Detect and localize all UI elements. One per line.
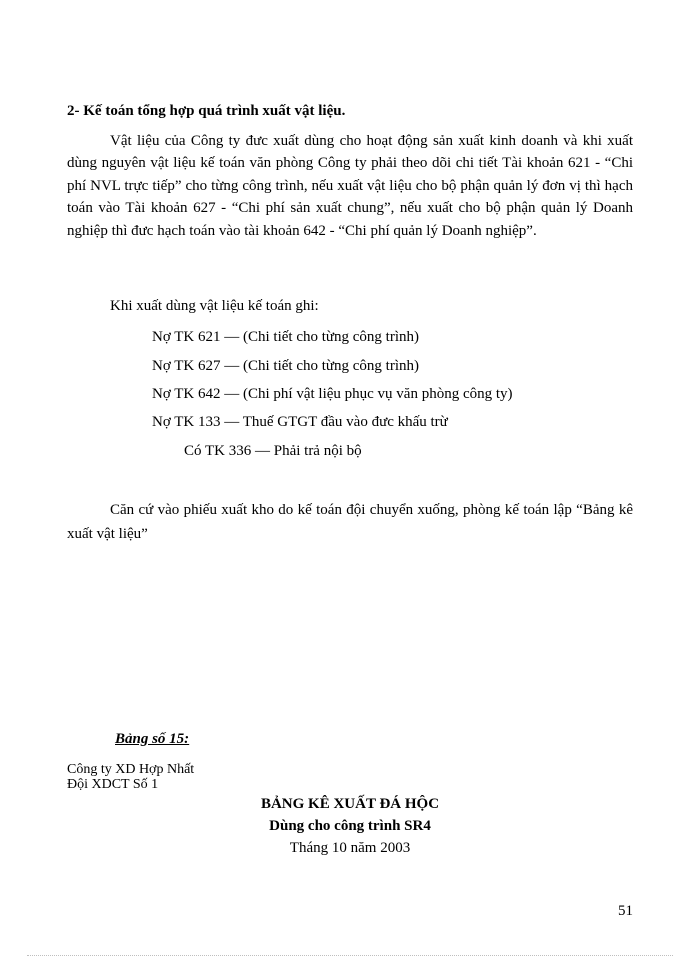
document-title: BẢNG KÊ XUẤT ĐÁ HỘC	[260, 796, 440, 812]
company-name: Công ty XD Hợp Nhất	[67, 762, 195, 777]
journal-entry-credit-336: Có TK 336 — Phải trả nội bộ	[184, 443, 362, 459]
journal-entry-debit-642: Nợ TK 642 — (Chi phí vật liệu phục vụ văn phòng công ty)	[152, 386, 513, 402]
footer-divider	[27, 955, 673, 956]
document-subtitle: Dùng cho công trình SR4	[269, 818, 431, 834]
journal-entry-debit-621: Nợ TK 621 — (Chi tiết cho từng công trình)	[152, 329, 420, 345]
section-heading: 2- Kế toán tổng hợp quá trình xuất vật liệu.	[67, 103, 346, 119]
body-paragraph-2: Căn cứ vào phiếu xuất kho do kế toán đội chuyển xuống, phòng kế toán lập “Bảng kê xuất vật liệu”	[67, 502, 633, 542]
table-label: Bảng số 15:	[115, 731, 190, 747]
company-block	[67, 762, 194, 792]
journal-entry-debit-133: Nợ TK 133 — Thuế GTGT đầu vào đưc khấu trừ	[152, 414, 448, 430]
journal-entry-debit-627: Nợ TK 627 — (Chi tiết cho từng công trình)	[152, 358, 420, 374]
page-number: 51	[618, 903, 633, 919]
body-paragraph-1: Vật liệu của Công ty đưc xuất dùng cho hoạt động sản xuất kinh doanh và khi xuất dùng nguyên vật liệu kế toán văn phòng Công ty phải theo dõi chi tiết Tài khoản 621 - “Chi phí NVL trực tiếp” cho từng công trình, nếu xuất vật liệu cho bộ phận quản lý đơn vị thì hạch toán vào Tài khoản 627 - “Chi phí sản xuất chung”, nếu xuất cho bộ phận quản lý Doanh nghiệp thì đưc hạch toán vào tài khoản 642 - “Chi phí quản lý Doanh nghiệp”.	[67, 133, 633, 239]
team-name: Đội XDCT Số 1	[67, 777, 159, 792]
document-date: Tháng 10 năm 2003	[289, 840, 411, 856]
entries-intro: Khi xuất dùng vật liệu kế toán ghi:	[110, 298, 319, 314]
